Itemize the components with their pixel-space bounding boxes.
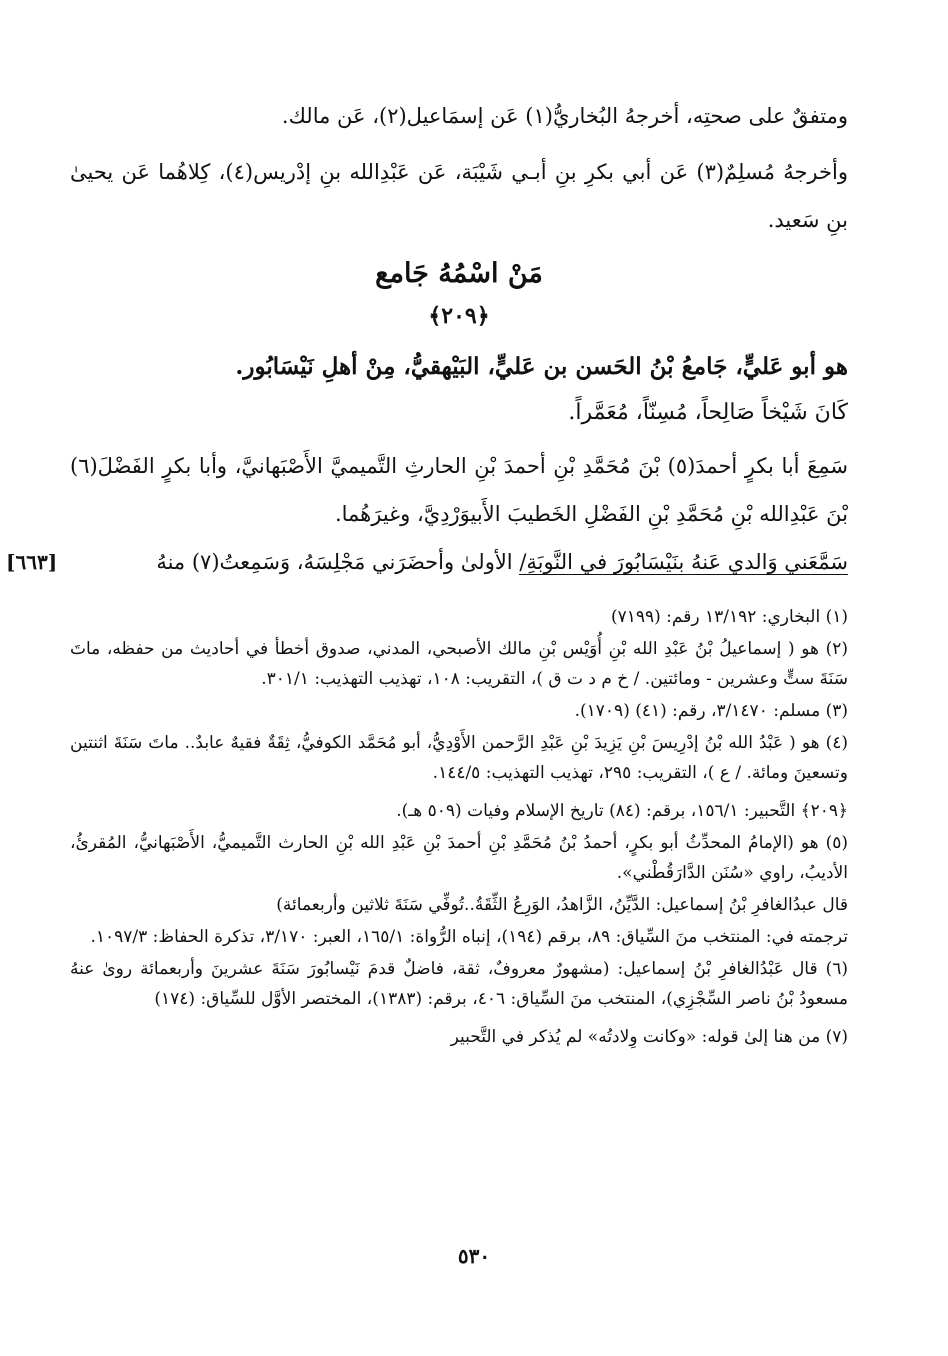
page-number: ٥٣٠	[457, 1244, 491, 1268]
footnote-5-quote: قال عبدُالغافرِ بْنُ إسماعيل: الدَّيِّنُ، الزَّاهدُ، الوَرِعُ الثِّقَةُ..تُوفِّي سَنَةَ ثلاثين وأربعمائة)	[276, 895, 848, 915]
body-paragraph-4	[6, 538, 848, 586]
folio-marker: [٦٦٣]	[6, 550, 58, 574]
section-heading: مَنْ اسْمُهُ جَامع	[375, 258, 543, 289]
underlined-phrase: سَمَّعَني وَالدي عَنهُ بنَيْسَابُورَ في النَّوبَةِ/	[519, 550, 848, 574]
footnote-7: (٧) من هنا إلىٰ قوله: «وكانت وِلادتُه» لم يُذكر في التَّحبير	[450, 1027, 848, 1047]
footnote-1: (١) البخاري: ١٣/١٩٢ رقم: (٧١٩٩)	[610, 607, 848, 627]
footnotes-section	[70, 602, 848, 1052]
entry-number: ﴿٢٠٩﴾	[428, 303, 490, 329]
paragraph-4-rest: الأولىٰ وأحضَرَني مَجْلِسَهُ، وَسَمِعتُ(٧) منهُ	[156, 550, 520, 574]
body-paragraph-2: وأخرجهُ مُسلِمٌ(٣) عَن أبي بكرِ بنِ أبـي شَيْبَة، عَن عَبْدِالله بنِ إدْريس(٤)، كِلاهُما عَن يحيىٰ بنِ سَعيد.	[70, 160, 848, 232]
body-paragraph-3: سَمِعَ أبا بكرٍ أحمدَ(٥) بْنَ مُحَمَّدِ بْنِ أحمدَ بْنِ الحارثِ التَّميميَّ الأَصْبَهانيَّ، وأبا بكرٍ الفَضْلَ(٦) بْنَ عَبْدِالله بْنِ مُحَمَّدِ بْنِ الفَضْلِ الخَطيبَ الأَبيوَرْدِيَّ، وغيرَهُما.	[70, 454, 849, 526]
footnote-2: (٢) هو ( إسماعيلُ بْنُ عَبْدِ الله بْنِ أُوَيْس بْنِ مالك الأصبحي، المدني، صدوق أخطأ في أحاديث من حفظه، ماتَ سَنَةَ ستٍّ وعشرين - ومائتين. / خ م د ت ق )، التقريب: ١٠٨، تهذيب التهذيب: ٣٠١/١.	[70, 639, 848, 689]
footnote-4: (٤) هو ( عَبْدُ الله بْنُ إدْرِيسَ بْنِ يَزِيدَ بْنِ عَبْدِ الرَّحمن الأَوْدِيُّ، أبو مُحَمَّد الكوفيُّ، ثِقَةٌ فقيهٌ عابدٌ.. ماتَ سَنَةَ اثنتين وتسعينَ ومائة. / ع )، التقريب: ٢٩٥، تهذيب التهذيب: ١٤٤/٥.	[70, 733, 848, 783]
footnote-5: (٥) هو (الإمامُ المحدِّثُ أبو بكرٍ، أحمدُ بْنُ مُحَمَّدِ بْنِ أحمدَ بْنِ عَبْدِ الله بْنِ الحارث التَّميميُّ، الأَصْبَهانيُّ، المُقرئُ، الأديبُ، راوي «سُنَن الدَّارَقُطْني».	[70, 833, 848, 883]
body-paragraph-1: ومتفقٌ على صحتِه، أخرجهُ البُخاريُّ(١) عَن إسمَاعيل(٢)، عَن مالك.	[281, 104, 848, 128]
footnote-5-sources: ترجمته في: المنتخب منَ السِّياق: ٨٩، برقم (١٩٤)، إنباه الرُّواة: ١٦٥/١، العبر: ٣/١٧٠، تذكرة الحفاظ: ١٠٩٧/٣.	[90, 927, 848, 947]
footnote-3: (٣) مسلم: ٣/١٤٧٠، رقم: (٤١) (١٧٠٩).	[574, 701, 848, 721]
footnote-entry-209: ﴿٢٠٩﴾ التَّحبير: ١٥٦/١، برقم: (٨٤) تاريخ الإسلام وفيات (٥٠٩ هـ).	[396, 801, 848, 821]
footnote-6: (٦) قال عَبْدُالغافرِ بْنُ إسماعيل: (مشهورٌ معروفٌ، ثقة، فاضلٌ قدمَ نَيْسابُورَ سَنَةَ عشرينَ وأربعمائة روىٰ عنهُ مسعودُ بْنُ ناصر السِّجْزِي)، المنتخب منَ السِّياق: ٤٠٦، برقم: (١٣٨٣)، المختصر الأوَّل للسِّياق: (١٧٤)	[70, 959, 848, 1009]
biography-line: هو أبو عَليٍّ، جَامعُ بْنُ الحَسن بن عَليٍّ، البَيْهقيُّ، مِنْ أهلِ نَيْسَابُور.	[235, 353, 848, 380]
description-line: كَانَ شَيْخاً صَالِحاً، مُسِنّاً، مُعَمَّراً.	[568, 400, 848, 425]
